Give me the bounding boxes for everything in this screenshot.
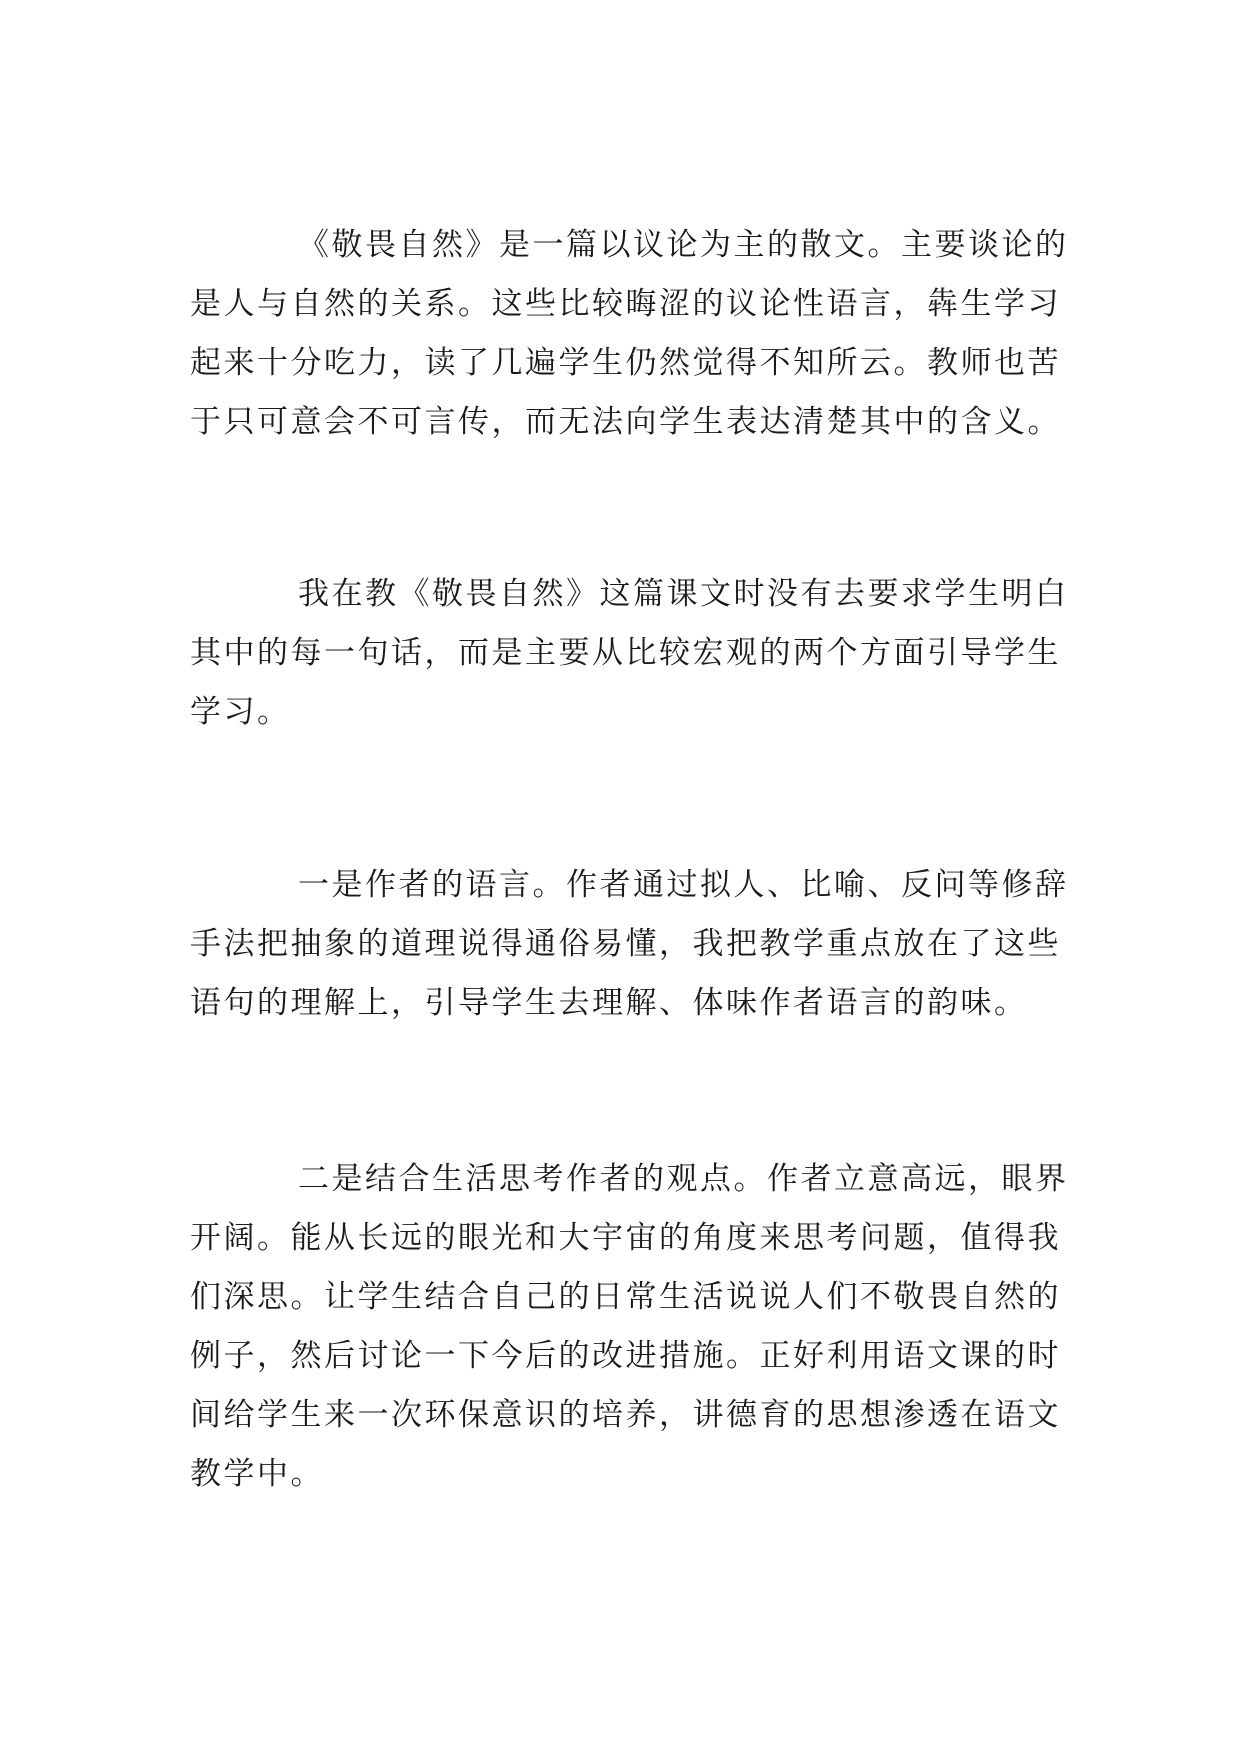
paragraph-line: 语句的理解上，引导学生去理解、体味作者语言的韵味。	[190, 985, 1028, 1021]
paragraph-line: 是人与自然的关系。这些比较晦涩的议论性语言，犇生学习	[190, 286, 1061, 322]
paragraph-line: 们深思。让学生结合自己的日常生活说说人们不敬畏自然的	[190, 1279, 1061, 1315]
paragraph-line: 教学中。	[190, 1456, 324, 1492]
paragraph-line: 于只可意会不可言传，而无法向学生表达清楚其中的含义。	[190, 404, 1061, 440]
paragraph-line: 开阔。能从长远的眼光和大宇宙的角度来思考问题，值得我	[190, 1220, 1061, 1256]
paragraph-point-one	[190, 856, 1090, 1033]
paragraph-line: 其中的每一句话，而是主要从比较宏观的两个方面引导学生	[190, 635, 1061, 671]
paragraph-line: 二是结合生活思考作者的观点。作者立意高远，眼界	[298, 1161, 1069, 1197]
paragraph-approach	[190, 565, 1090, 742]
paragraph-point-two	[190, 1150, 1090, 1504]
paragraph-line: 学习。	[190, 694, 291, 730]
paragraph-intro	[190, 216, 1090, 452]
paragraph-line: 《敬畏自然》是一篇以议论为主的散文。主要谈论的	[298, 227, 1069, 263]
paragraph-line: 手法把抽象的道理说得通俗易懂，我把教学重点放在了这些	[190, 926, 1061, 962]
paragraph-line: 起来十分吃力，读了几遍学生仍然觉得不知所云。教师也苦	[190, 345, 1061, 381]
paragraph-line: 间给学生来一次环保意识的培养，讲德育的思想渗透在语文	[190, 1397, 1061, 1433]
paragraph-line: 例子，然后讨论一下今后的改进措施。正好利用语文课的时	[190, 1338, 1061, 1374]
paragraph-line: 一是作者的语言。作者通过拟人、比喻、反问等修辞	[298, 867, 1069, 903]
paragraph-line: 我在教《敬畏自然》这篇课文时没有去要求学生明白	[298, 576, 1069, 612]
